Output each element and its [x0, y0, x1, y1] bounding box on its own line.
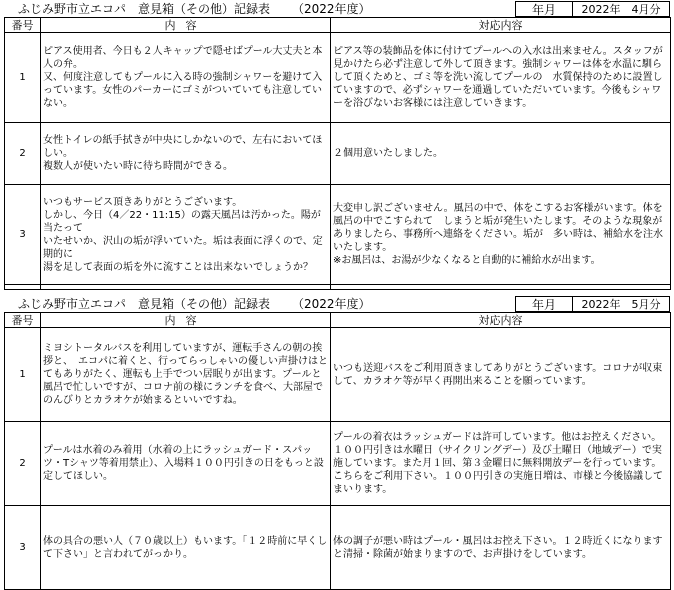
row-number: 2: [5, 123, 41, 185]
row-response: 大変申し訳ございません。風呂の中で、体をこするお客様がいます。体を風呂の中でこすられて しまうと垢が発生いたします。そのような現象がありましたら、事務所へ連絡をください。垢が 多い時は、補給水を注水いたします。 ※お風呂は、お湯が少なくなると自動的に補給水が出ます。: [331, 185, 671, 285]
table-header-row: [5, 313, 671, 328]
table-row: [5, 422, 671, 506]
table-row: [5, 506, 671, 590]
row-number: 2: [5, 422, 41, 506]
row-number: 3: [5, 506, 41, 590]
year-month-value: 2022年 5月分: [572, 296, 670, 312]
row-response: 体の調子が悪い時はプール・風呂はお控え下さい。１２時近くになりますと清掃・除菌が始まりますので、お声掛けをしています。: [331, 506, 671, 590]
header-response: 対応内容: [331, 313, 671, 328]
year-month-label: 年月: [515, 1, 572, 17]
row-number: 1: [5, 328, 41, 422]
record-sheet-may: [4, 296, 670, 590]
year-month-label: 年月: [515, 296, 572, 312]
sheet-title-row: [4, 296, 670, 312]
row-response: いつも送迎バスをご利用頂きましてありがとうございます。コロナが収束して、カラオケ等が早く再開出来ることを願っています。: [331, 328, 671, 422]
row-content: 体の具合の悪い人（７０歳以上）もいます。「１２時前に早くして下さい」と言われてがっかり。: [41, 506, 331, 590]
record-table: [4, 312, 671, 590]
table-row: [5, 33, 671, 123]
row-response: ２個用意いたしました。: [331, 123, 671, 185]
header-content: 内容: [41, 313, 331, 328]
row-number: 1: [5, 33, 41, 123]
sheet-title: [4, 296, 515, 312]
row-response: プールの着衣はラッシュガードは許可しています。他はお控えください。１００円引きは水曜日（サイクリングデー）及び土曜日（地域デー）で実施しています。また月１回、第３金曜日に無料開放デーを行っています。こちらをご利用下さい。１００円引きの実施日増は、市様と今後協議してまいります。: [331, 422, 671, 506]
row-number: 3: [5, 185, 41, 285]
row-content: 女性トイレの紙手拭きが中央にしかないので、左右においてほしい。 複数人が使いたい時に待ち時間ができる。: [41, 123, 331, 185]
header-number: 番号: [5, 18, 41, 33]
table-row: [5, 185, 671, 285]
sheet-title: [4, 1, 515, 17]
sheet-fiscal-year: （2022年度）: [292, 297, 371, 311]
header-number: 番号: [5, 313, 41, 328]
sheet-fiscal-year: （2022年度）: [292, 2, 371, 16]
record-table: [4, 17, 671, 290]
year-month-value: 2022年 4月分: [572, 1, 670, 17]
sheet-title-text: ふじみ野市立エコパ 意見箱（その他）記録表: [18, 2, 271, 16]
row-content: ピアス使用者、今日も２人キャップで隠せばプール大丈夫と本人の弁。 又、何度注意してもプールに入る時の強制シャワーを避けて入っています。女性のパーカーにゴミがついていても注意していない。: [41, 33, 331, 123]
table-row: [5, 123, 671, 185]
row-content: ミヨシトータルバスを利用していますが、運転手さんの朝の挨拶と、 エコパに着くと、行ってらっしゃいの優しい声掛けはとてもありがたく、運転も上手でつい居眠りが出ます。プールと風呂で忙しいですが、コロナ前の様にランチを食べ、大部屋でのんびりとカラオケが始まるといいですね。: [41, 328, 331, 422]
sheet-title-text: ふじみ野市立エコパ 意見箱（その他）記録表: [18, 297, 271, 311]
record-sheet-april: [4, 1, 670, 290]
row-content: いつもサービス頂きありがとうございます。 しかし、今日（4／22・11:15）の露天風呂は汚かった。陽が当たって いたせいか、沢山の垢が浮いていた。垢は表面に浮くので、定期的に 湯を足して表面の垢を外に流すことは出来ないでしょうか？: [41, 185, 331, 285]
table-header-row: [5, 18, 671, 33]
table-row: [5, 328, 671, 422]
row-content: プールは水着のみ着用（水着の上にラッシュガード・スパッツ・Tシャツ等着用禁止）、入場料１００円引きの日をもっと設定してほしい。: [41, 422, 331, 506]
header-content: 内容: [41, 18, 331, 33]
row-response: ピアス等の装飾品を体に付けてプールへの入水は出来ません。スタッフが見かけたら必ず注意して外して頂きます。強制シャワーは体を水温に馴らして頂くためと、ゴミ等を洗い流してプールの 水質保持のために設置していますので、必ずシャワーを通過していただいています。今後もシャワーを浴びないお客様には注意していきます。: [331, 33, 671, 123]
sheet-title-row: [4, 1, 670, 17]
table-spacer-row: [5, 285, 671, 290]
header-response: 対応内容: [331, 18, 671, 33]
